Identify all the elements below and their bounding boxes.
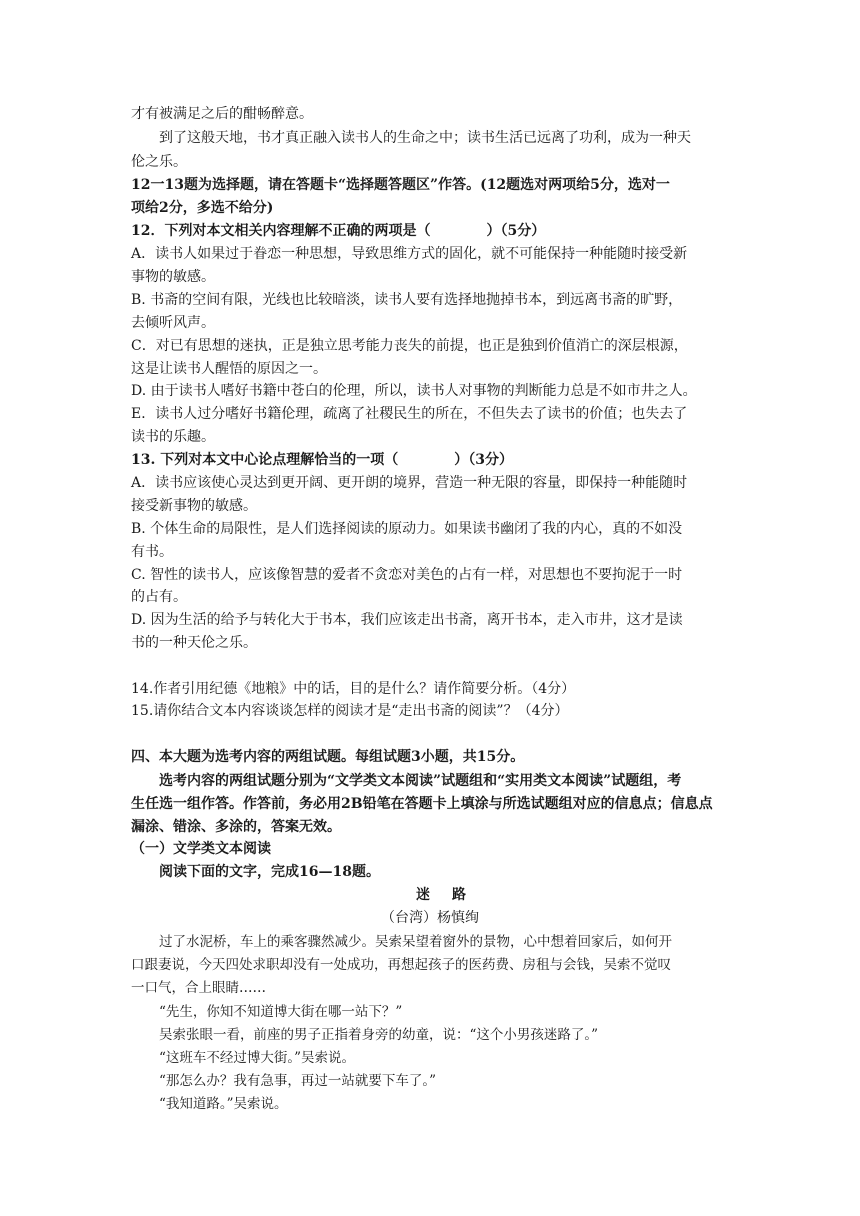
question-14: 14.作者引用纪德《地粮》中的话，目的是什么？请作简要分析。（4分） [131,681,576,697]
story-paragraph: 一口气，合上眼睛…… [131,980,266,996]
section-heading: 四、本大题为选考内容的两组试题。每组试题3小题，共15分。 [131,749,525,765]
option-line: 的占有。 [131,589,187,605]
story-paragraph: “这班车不经过博大街。”吴索说。 [159,1050,356,1066]
option-line: 事物的敏感。 [131,269,215,285]
option-line: B. 书斋的空间有限，光线也比较暗淡，读书人要有选择地抛掉书本，到远离书斋的旷野， [131,292,683,308]
instruction-line: 项给2分，多选不给分) [131,200,274,216]
story-author: （台湾）杨慎绚 [381,910,479,926]
option-line: D. 由于读书人嗜好书籍中苍白的伦理，所以，读书人对事物的判断能力总是不如市井之人。 [131,383,697,399]
subsection-heading: （一）文学类文本阅读 [131,841,271,857]
option-line: 有书。 [131,544,173,560]
instruction-line: 选考内容的两组试题分别为“文学类文本阅读”试题组和“实用类文本阅读”试题组，考 [159,773,682,789]
story-paragraph: “先生，你知不知道博大街在哪一站下？” [159,1004,403,1020]
option-line: C. 智性的读书人，应该像智慧的爱者不贪恋对美色的占有一样，对思想也不要拘泥于一时 [131,567,683,583]
instruction-line: 生任选一组作答。作答前，务必用2B铅笔在答题卡上填涂与所选试题组对应的信息点；信息点 [131,796,713,812]
instruction-line: 12一13题为选择题，请在答题卡“选择题答题区”作答。(12题选对两项给5分，选对一 [131,177,670,193]
option-line: A．读书人如果过于眷恋一种思想，导致思维方式的固化，就不可能保持一种能随时接受新 [131,246,688,262]
text-line: 到了这般天地，书才真正融入读书人的生命之中；读书生活已远离了功利，成为一种天 [159,130,691,146]
option-line: E．读书人过分嗜好书籍伦理，疏离了社稷民生的所在，不但失去了读书的价值；也失去了 [131,406,688,422]
instruction-line: 漏涂、错涂、多涂的，答案无效。 [131,819,341,835]
story-paragraph: 过了水泥桥，车上的乘客骤然减少。吴索呆望着窗外的景物，心中想着回家后，如何开 [159,934,672,950]
option-line: 去倾听风声。 [131,315,215,331]
instruction-line: 阅读下面的文字，完成16—18题。 [159,864,380,880]
option-line: 书的一种天伦之乐。 [131,635,257,651]
story-paragraph: 口跟妻说，今天四处求职却没有一处成功，再想起孩子的医药费、房租与会钱，吴索不觉叹 [131,957,671,973]
option-line: 这是让读书人醒悟的原因之一。 [131,361,327,377]
story-paragraph: “我知道路。”吴索说。 [159,1096,288,1112]
question-13: 13. 下列对本文中心论点理解恰当的一项（ ）（3分） [131,452,513,468]
option-line: B. 个体生命的局限性，是人们选择阅读的原动力。如果读书幽闭了我的内心，真的不如没 [131,521,683,537]
option-line: 接受新事物的敏感。 [131,498,257,514]
text-line: 伦之乐。 [131,154,187,170]
question-15: 15.请你结合文本内容谈谈怎样的阅读才是“走出书斋的阅读”？（4分） [131,703,569,719]
text-line: 才有被满足之后的酣畅醉意。 [131,106,313,122]
option-line: 读书的乐趣。 [131,429,215,445]
story-paragraph: 吴索张眼一看，前座的男子正指着身旁的幼童，说：“这个小男孩迷路了。” [159,1027,599,1043]
option-line: D. 因为生活的给予与转化大于书本，我们应该走出书斋，离开书本，走入市井，这才是读 [131,612,683,628]
story-paragraph: “那怎么办？我有急事，再过一站就要下车了。” [159,1073,437,1089]
question-12: 12．下列对本文相关内容理解不正确的两项是（ ）（5分） [131,223,546,239]
option-line: A．读书应该使心灵达到更开阔、更开朗的境界，营造一种无限的容量，即保持一种能随时 [131,475,688,491]
story-title: 迷路 [416,887,488,903]
option-line: C．对已有思想的迷执，正是独立思考能力丧失的前提，也正是独到价值消亡的深层根源， [131,338,688,354]
